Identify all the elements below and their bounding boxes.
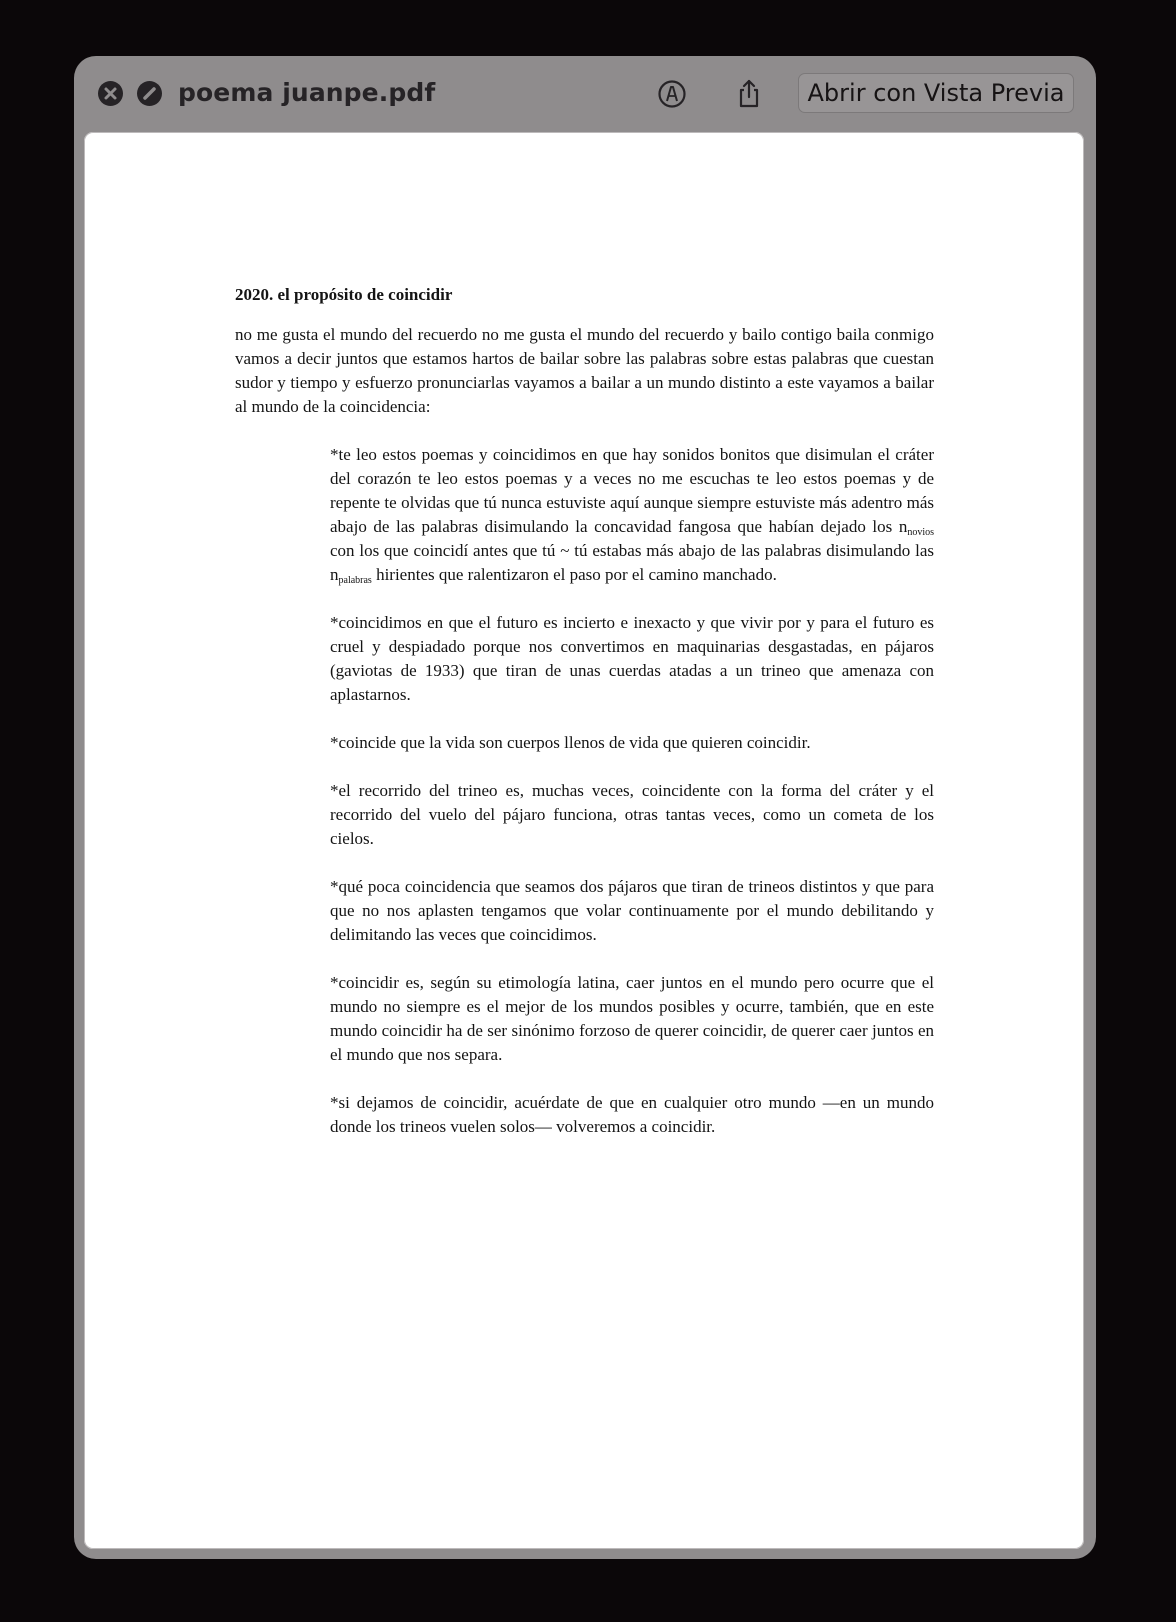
document-title: 2020. el propósito de coincidir	[235, 285, 453, 304]
stanza-4: *el recorrido del trineo es, muchas veces, coincidente con la forma del cráter y el recorrido del vuelo del pájaro funciona, otras tantas veces, como un cometa de los cielos.	[330, 781, 934, 848]
window-title: poema juanpe.pdf	[178, 78, 436, 107]
stanza-5: *qué poca coincidencia que seamos dos pájaros que tiran de trineos distintos y que para que no nos aplasten tengamos que volar continuamente por el mundo debilitando y delimitando las veces que coincidimos.	[330, 877, 934, 944]
no-edit-button[interactable]	[137, 81, 162, 106]
stanza-1-n-1: n	[898, 517, 908, 536]
title-bar	[74, 56, 1096, 132]
subscript-novios: novios	[907, 527, 934, 538]
close-button[interactable]	[98, 81, 123, 106]
stanza-6: *coincidir es, según su etimología latina, caer juntos en el mundo pero ocurre que el mundo no siempre es el mejor de los mundos posibles y ocurre, también, que en este mundo coincidir ha de ser sinónimo forzoso de querer coincidir, de querer caer juntos en el mundo que nos separa.	[330, 973, 934, 1064]
markup-pen-icon	[654, 76, 690, 112]
no-edit-icon	[137, 81, 162, 106]
stanza-1-part-2: con los que coincidí antes que tú ~ tú estabas más abajo de las palabras disimulando las	[330, 541, 934, 560]
stanza-1	[330, 443, 934, 587]
stanza-1-n-2: n	[330, 565, 339, 584]
stanza-1-part-3: hirientes que ralentizaron el paso por el camino manchado.	[371, 565, 777, 584]
pdf-page[interactable]	[84, 132, 1084, 1549]
markup-button[interactable]	[654, 76, 690, 112]
stanza-1-part-1: *te leo estos poemas y coincidimos en que hay sonidos bonitos que disimulan el cráter del corazón te leo estos poemas y a veces no me escuchas te leo estos poemas y de repente te olvidas que tú nunca estuviste aquí aunque siempre estuviste más adentro más abajo de las palabras disimulando la concavidad fangosa que habían dejado los	[330, 445, 934, 536]
share-button[interactable]	[731, 76, 767, 112]
intro-paragraph: no me gusta el mundo del recuerdo no me gusta el mundo del recuerdo y bailo contigo baila conmigo vamos a decir juntos que estamos hartos de bailar sobre las palabras sobre estas palabras que cuestan sudor y tiempo y esfuerzo pronunciarlas vayamos a bailar a un mundo distinto a este vayamos a bailar al mundo de la coincidencia:	[235, 325, 934, 416]
stanza-2: *coincidimos en que el futuro es incierto e inexacto y que vivir por y para el futuro es cruel y despiadado porque nos convertimos en maquinarias desgastadas, en pájaros (gaviotas de 1933) que tiran de unas cuerdas atadas a un trineo que amenaza con aplastarnos.	[330, 613, 934, 704]
open-with-preview-button[interactable]: Abrir con Vista Previa	[798, 73, 1074, 113]
stanza-3: *coincide que la vida son cuerpos llenos de vida que quieren coincidir.	[330, 733, 811, 752]
close-icon	[98, 81, 123, 106]
stanza-7: *si dejamos de coincidir, acuérdate de que en cualquier otro mundo —en un mundo donde los trineos vuelen solos— volveremos a coincidir.	[330, 1093, 934, 1136]
document-body	[235, 283, 934, 1163]
share-icon	[731, 76, 767, 112]
subscript-palabras: palabras	[338, 575, 372, 586]
quick-look-window	[74, 56, 1096, 1559]
